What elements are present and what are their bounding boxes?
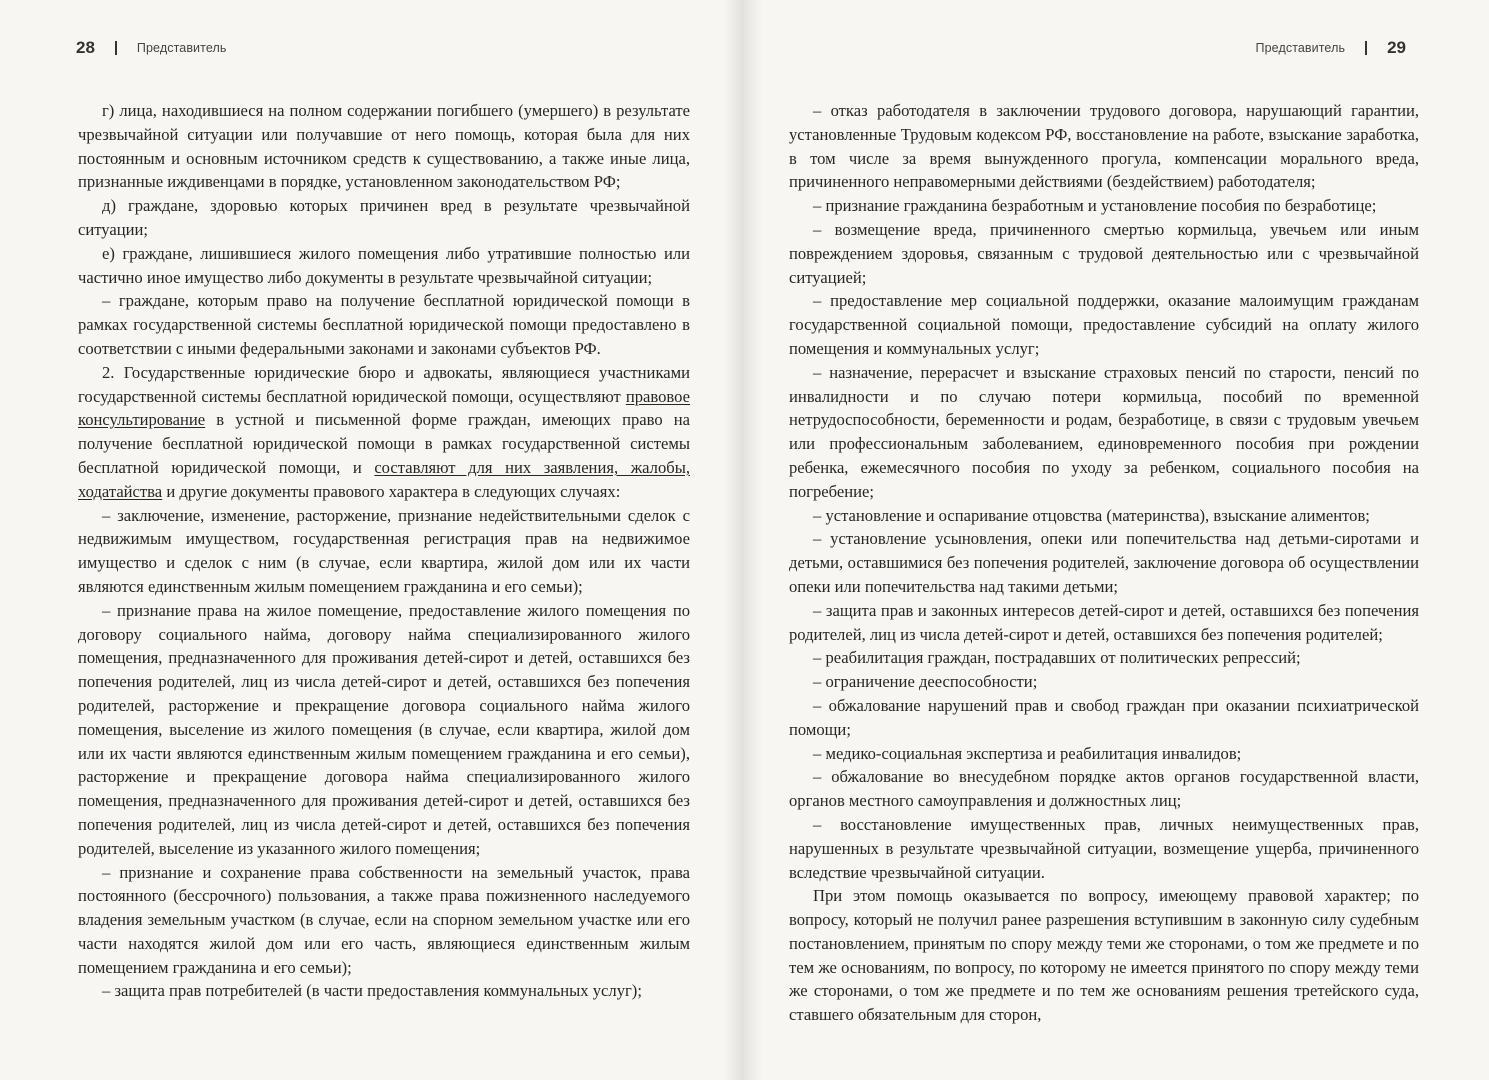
page-number: 28 bbox=[76, 38, 95, 57]
text-run: и другие документы правового характера в следующих случаях: bbox=[162, 481, 621, 501]
right-page-text bbox=[789, 99, 1419, 1027]
list-item: – ограничение дееспособности; bbox=[813, 672, 1038, 692]
paragraph: – граждане, которым право на получение бесплатной юридической помощи в рамках государственной системы бесплатной юридической помощи предоставлено в соответствии с иными федеральными законами и законами субъектов РФ. bbox=[78, 291, 690, 358]
list-item: – защита прав потребителей (в части предоставления коммунальных услуг); bbox=[102, 981, 642, 1001]
list-item: – назначение, перерасчет и взыскание страховых пенсий по старости, пенсий по инвалидности и по случаю потери кормильца, пособий по временной нетрудоспособности, беременности и родам, безработице, в связи с трудовым увечьем или профессиональным заболеванием, единовременного пособия при рождении ребенка, ежемесячного пособия по уходу за ребенком, социального пособия на погребение; bbox=[789, 362, 1419, 501]
paragraph: г) лица, находившиеся на полном содержании погибшего (умершего) в результате чрезвычайной ситуации или получавшие от него помощь, которая была для них постоянным и основным источником средств к существованию, а также иные лица, признанные иждивенцами в порядке, установленном законодательством РФ; bbox=[78, 101, 690, 192]
list-item: – обжалование нарушений прав и свобод граждан при оказании психиатрической помощи; bbox=[789, 695, 1419, 739]
list-item: – восстановление имущественных прав, личных неимущественных прав, нарушенных в результате чрезвычайной ситуации, возмещение ущерба, причиненного вследствие чрезвычайной ситуации. bbox=[789, 814, 1419, 882]
paragraph: е) граждане, лишившиеся жилого помещения либо утратившие полностью или частично иное имущество либо документы в результате чрезвычайной ситуации; bbox=[78, 243, 690, 287]
separator-bar bbox=[1365, 41, 1367, 55]
text-run: 2. Государственные юридические бюро и адвокаты, являющиеся участниками государственной системы бесплатной юридической помощи, осуществляют bbox=[78, 362, 690, 406]
paragraph-2 bbox=[78, 361, 690, 504]
underlined-term: правовое консультирование bbox=[78, 386, 690, 430]
text-run: в устной и письменной форме граждан, имеющих право на получение бесплатной юридической помощи в рамках государственной системы бесплатной юридической помощи, и bbox=[78, 410, 690, 477]
left-page bbox=[0, 0, 744, 1080]
list-item: – признание гражданина безработным и установление пособия по безработице; bbox=[813, 196, 1377, 216]
list-item: – признание и сохранение права собственности на земельный участок, права постоянного (бессрочного) пользования, а также права пожизненного наследуемого владения земельным участком (в случае, если на спорном земельном участке или его части находятся жилой дом или его часть, являющиеся единственным жилым помещением гражданина и его семьи); bbox=[78, 862, 690, 977]
left-page-text bbox=[78, 99, 690, 1003]
list-item: – установление и оспаривание отцовства (материнства), взыскание алиментов; bbox=[813, 505, 1370, 525]
list-item: – обжалование во внесудебном порядке актов органов государственной власти, органов местного самоуправления и должностных лиц; bbox=[789, 767, 1419, 811]
running-title: Представитель bbox=[1255, 41, 1346, 55]
paragraph: д) граждане, здоровью которых причинен вред в результате чрезвычайной ситуации; bbox=[78, 196, 690, 239]
right-page bbox=[744, 0, 1489, 1080]
list-item: – признание права на жилое помещение, предоставление жилого помещения по договору социального найма, договору найма специализированного жилого помещения, предназначенного для проживания детей-сирот и детей, оставшихся без попечения родителей, лиц из числа детей-сирот и детей, оставшихся без попечения родителей, расторжение и прекращение договора социального найма жилого помещения, выселение из жилого помещения (в случае, если квартира, жилой дом или их части являются единственным жилым помещением гражданина и его семьи), расторжение и прекращение договора найма специализированного жилого помещения, предназначенного для проживания детей-сирот и детей, оставшихся без попечения родителей, лиц из числа детей-сирот и детей, оставшихся без попечения родителей, выселение из указанного жилого помещения; bbox=[78, 600, 690, 858]
underlined-term: составляют для них заявления, жалобы, ходатайства bbox=[78, 457, 690, 501]
list-item: – заключение, изменение, расторжение, признание недействительными сделок с недвижимым имуществом, государственная регистрация прав на недвижимое имущество и сделок с ним (в случае, если квартира, жилой дом или их части являются единственным жилым помещением гражданина и его семьи); bbox=[78, 505, 690, 596]
right-running-head bbox=[1256, 33, 1406, 63]
separator-bar bbox=[115, 41, 117, 55]
list-item: – медико-социальная экспертиза и реабилитация инвалидов; bbox=[813, 743, 1242, 763]
list-item: – установление усыновления, опеки или попечительства над детьми-сиротами и детьми, оставшимися без попечения родителей, заключение договора об осуществлении опеки или попечительства над такими детьми; bbox=[789, 529, 1419, 596]
closing-paragraph: При этом помощь оказывается по вопросу, имеющему правовой характер; по вопросу, который не получил ранее разрешения вступившим в законную силу судебным постановлением, принятым по спору между теми же сторонами, о том же предмете и по тем же основаниям, по вопросу, по которому не имеется принятого по спору между теми же сторонами, о том же предмете и по тем же основаниям решения третейского суда, ставшего обязательным для сторон, bbox=[789, 886, 1419, 1025]
page-number: 29 bbox=[1387, 38, 1406, 57]
list-item: – предоставление мер социальной поддержки, оказание малоимущим гражданам государственной социальной помощи, предоставление субсидий на оплату жилого помещения и коммунальных услуг; bbox=[789, 291, 1419, 358]
list-item: – реабилитация граждан, пострадавших от политических репрессий; bbox=[813, 648, 1301, 668]
list-item: – возмещение вреда, причиненного смертью кормильца, увечьем или иным повреждением здоровья, связанным с трудовой деятельностью или с чрезвычайной ситуацией; bbox=[789, 219, 1419, 287]
list-item: – защита прав и законных интересов детей-сирот и детей, оставшихся без попечения родителей, лиц из числа детей-сирот и детей, оставшихся без попечения родителей; bbox=[789, 600, 1419, 644]
running-title: Представитель bbox=[136, 41, 227, 55]
list-item: – отказ работодателя в заключении трудового договора, нарушающий гарантии, установленные Трудовым кодексом РФ, восстановление на работе, взыскание заработка, в том числе за время вынужденного прогула, компенсации морального вреда, причиненного неправомерными действиями (бездействием) работодателя; bbox=[789, 101, 1419, 192]
left-running-head bbox=[76, 33, 226, 63]
